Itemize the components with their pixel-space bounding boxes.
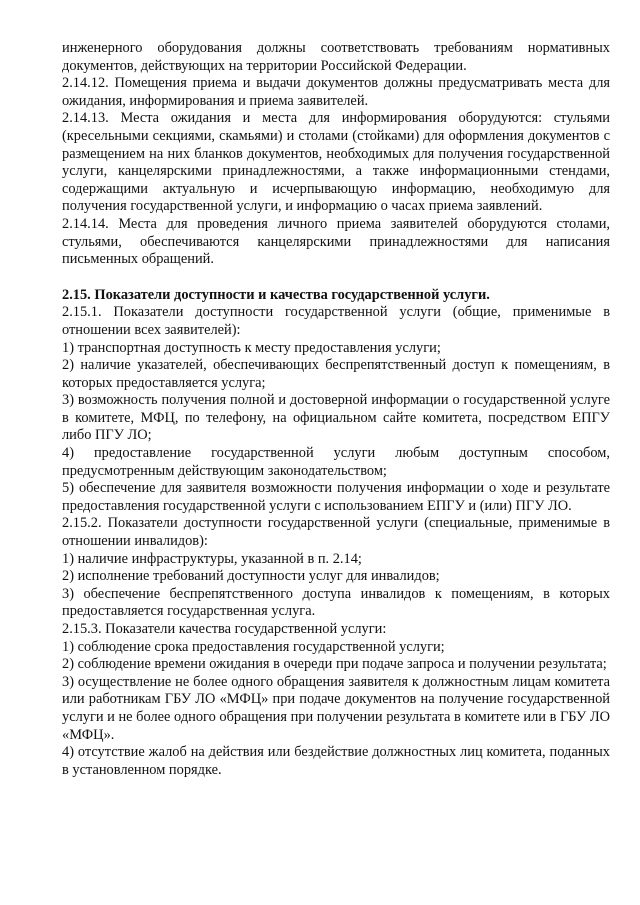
paragraph-2-14-13: 2.14.13. Места ожидания и места для информирования оборудуются: стульями (кресельными секциями, скамьями) и столами (стойками) для оформления документов с размещением на них бланков документов, необходимых для получения государственной услуги, канцелярскими принадлежностями, а также информационными стендами, содержащими актуальную и исчерпывающую информацию, необходимую для получения государственной услуги, и информацию о часах приема заявлений. bbox=[62, 110, 610, 215]
paragraph-engineering-equipment: инженерного оборудования должны соответствовать требованиям нормативных документов, действующих на территории Российской Федерации. bbox=[62, 40, 610, 74]
list-item-single-contact: 3) осуществление не более одного обращения заявителя к должностным лицам комитета или работникам ГБУ ЛО «МФЦ» при подаче документов на получение государственной услуги и не более одного обращения при получении результата в комитете или в ГБУ ЛО «МФЦ». bbox=[62, 673, 610, 743]
paragraph-2-15-2: 2.15.2. Показатели доступности государственной услуги (специальные, применимые в отношении инвалидов): bbox=[62, 515, 610, 550]
section-heading-2-15: 2.15. Показатели доступности и качества государственной услуги. bbox=[62, 286, 490, 303]
paragraph-2-15-1: 2.15.1. Показатели доступности государственной услуги (общие, применимые в отношении всех заявителей): bbox=[62, 304, 610, 338]
list-item-accessibility-requirements: 2) исполнение требований доступности услуг для инвалидов; bbox=[62, 568, 440, 585]
section-spacer bbox=[62, 269, 610, 287]
paragraph-2-14-14: 2.14.14. Места для проведения личного приема заявителей оборудуются столами, стульями, обеспечиваются канцелярскими принадлежностями для написания письменных обращений. bbox=[62, 215, 610, 268]
document-page bbox=[62, 40, 610, 779]
list-item-barrier-free-access: 3) обеспечение беспрепятственного доступа инвалидов к помещениям, в которых предоставляется государственная услуга. bbox=[62, 585, 610, 620]
paragraph-2-15-3: 2.15.3. Показатели качества государственной услуги: bbox=[62, 621, 387, 637]
list-item-any-method: 4) предоставление государственной услуги любым доступным способом, предусмотренным действующим законодательством; bbox=[62, 445, 610, 479]
paragraph-2-14-12: 2.14.12. Помещения приема и выдачи документов должны предусматривать места для ожидания, информирования и приема заявителей. bbox=[62, 75, 610, 109]
list-item-signs: 2) наличие указателей, обеспечивающих беспрепятственный доступ к помещениям, в которых предоставляется услуга; bbox=[62, 357, 610, 391]
list-item-progress-info: 5) обеспечение для заявителя возможности получения информации о ходе и результате предоставления государственной услуги с использованием ЕПГУ и (или) ПГУ ЛО. bbox=[62, 480, 610, 514]
list-item-waiting-time: 2) соблюдение времени ожидания в очереди при подаче запроса и получении результата; bbox=[62, 656, 607, 673]
list-item-no-complaints: 4) отсутствие жалоб на действия или бездействие должностных лиц комитета, поданных в установленном порядке. bbox=[62, 744, 610, 778]
list-item-deadline: 1) соблюдение срока предоставления государственной услуги; bbox=[62, 638, 445, 655]
list-item-transport: 1) транспортная доступность к месту предоставления услуги; bbox=[62, 339, 441, 356]
list-item-information: 3) возможность получения полной и достоверной информации о государственной услуге в комитете, МФЦ, по телефону, на официальном сайте комитета, посредством ЕПГУ либо ПГУ ЛО; bbox=[62, 392, 610, 444]
list-item-infrastructure: 1) наличие инфраструктуры, указанной в п. 2.14; bbox=[62, 550, 362, 567]
